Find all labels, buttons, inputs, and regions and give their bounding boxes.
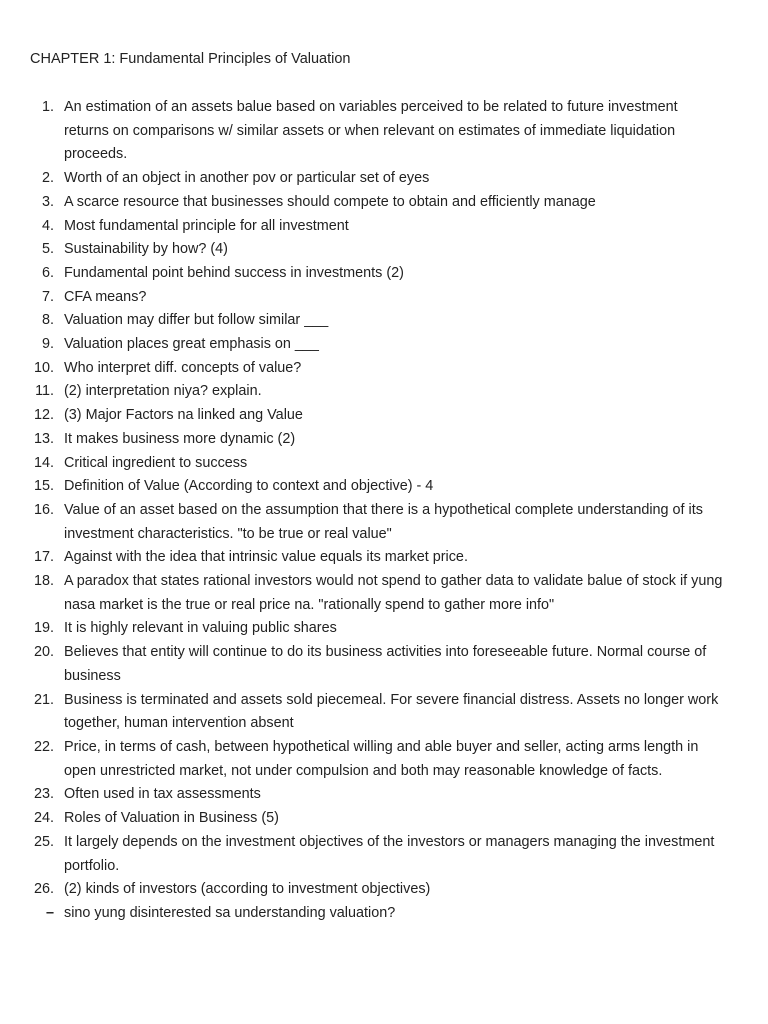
item-text: Often used in tax assessments xyxy=(64,786,261,803)
item-text: Definition of Value (According to context and objective) - 4 xyxy=(64,478,434,495)
item-number: 15. xyxy=(33,478,54,495)
item-text: Who interpret diff. concepts of value? xyxy=(64,359,302,376)
item-number: 8. xyxy=(41,312,54,329)
item-text: CFA means? xyxy=(64,288,147,305)
item-number: 16. xyxy=(33,501,54,518)
item-text: sino yung disinterested sa understanding valuation? xyxy=(64,904,396,921)
list-item xyxy=(0,783,768,807)
item-number: 20. xyxy=(33,644,54,661)
list-item xyxy=(0,286,768,310)
item-text: Value of an asset based on the assumption that there is a hypothetical complete understanding of its investment characteristics. "to be true or real value" xyxy=(64,501,703,542)
item-text: It is highly relevant in valuing public shares xyxy=(64,620,337,637)
item-text: Valuation places great emphasis on ___ xyxy=(64,336,319,353)
question-list xyxy=(0,96,768,926)
list-item xyxy=(0,736,768,783)
list-item xyxy=(0,404,768,428)
item-number: 11. xyxy=(35,383,54,400)
item-text: Price, in terms of cash, between hypothetical willing and able buyer and seller, acting arms length in open unrestricted market, not under compulsion and both may reasonable knowledge of facts. xyxy=(64,738,699,779)
item-number: 2. xyxy=(41,170,54,187)
list-item xyxy=(0,309,768,333)
list-item xyxy=(0,617,768,641)
list-item xyxy=(0,215,768,239)
item-text: It makes business more dynamic (2) xyxy=(64,430,296,447)
list-item xyxy=(0,689,768,736)
list-item xyxy=(0,641,768,688)
item-text: (3) Major Factors na linked ang Value xyxy=(64,407,303,424)
list-item xyxy=(0,499,768,546)
chapter-title: CHAPTER 1: Fundamental Principles of Valuation xyxy=(30,51,351,67)
item-number: 5. xyxy=(41,241,54,258)
item-number: 21. xyxy=(33,691,54,708)
item-text: (2) kinds of investors (according to investment objectives) xyxy=(64,881,431,898)
item-number: 22. xyxy=(33,738,54,755)
list-item xyxy=(0,262,768,286)
item-text: Believes that entity will continue to do its business activities into foreseeable future. Normal course of business xyxy=(64,644,707,684)
item-text: Critical ingredient to success xyxy=(64,454,248,471)
item-text: Worth of an object in another pov or particular set of eyes xyxy=(64,170,430,187)
item-number: 1. xyxy=(41,99,54,115)
list-item xyxy=(0,546,768,570)
item-number: 9. xyxy=(41,336,54,353)
list-item xyxy=(0,878,768,902)
list-item xyxy=(0,807,768,831)
item-number: 26. xyxy=(33,881,54,898)
dash-list-item xyxy=(0,902,768,926)
item-number: 14. xyxy=(33,454,54,471)
item-number: 24. xyxy=(33,810,54,827)
list-item xyxy=(0,167,768,191)
item-number: 18. xyxy=(33,573,54,590)
item-number: 25. xyxy=(33,833,54,850)
item-number: 12. xyxy=(33,407,54,424)
item-text: Against with the idea that intrinsic value equals its market price. xyxy=(64,549,468,566)
list-item xyxy=(0,238,768,262)
item-number: 13. xyxy=(33,430,54,447)
list-item xyxy=(0,452,768,476)
list-item xyxy=(0,475,768,499)
list-item xyxy=(0,570,768,617)
item-text: An estimation of an assets balue based on variables perceived to be related to future investment returns on comparisons w/ similar assets or when relevant on estimates of immediate liquidation proceeds. xyxy=(64,99,678,163)
item-text: Roles of Valuation in Business (5) xyxy=(64,810,279,827)
item-text: A scarce resource that businesses should compete to obtain and efficiently manage xyxy=(64,193,596,210)
item-text: Fundamental point behind success in investments (2) xyxy=(64,264,404,281)
item-number: 4. xyxy=(41,217,54,234)
item-text: Business is terminated and assets sold piecemeal. For severe financial distress. Assets no longer work together, human intervention absent xyxy=(64,691,719,732)
list-item xyxy=(0,191,768,215)
item-number: 19. xyxy=(33,620,54,637)
list-item xyxy=(0,428,768,452)
item-text: A paradox that states rational investors would not spend to gather data to validate balue of stock if yung nasa market is the true or real price na. "rationally spend to gather more info" xyxy=(64,573,723,613)
item-number: 17. xyxy=(33,549,54,566)
item-text: Valuation may differ but follow similar ___ xyxy=(64,312,329,329)
item-number: 23. xyxy=(33,786,54,803)
list-item xyxy=(0,96,768,167)
item-number: 6. xyxy=(41,264,54,281)
item-number: 10. xyxy=(33,359,54,376)
item-text: Sustainability by how? (4) xyxy=(64,241,228,258)
item-text: It largely depends on the investment objectives of the investors or managers managing the investment portfolio. xyxy=(64,833,715,874)
item-text: (2) interpretation niya? explain. xyxy=(64,383,262,400)
item-text: Most fundamental principle for all investment xyxy=(64,217,349,234)
item-number: 7. xyxy=(41,288,54,305)
list-item xyxy=(0,333,768,357)
list-item xyxy=(0,831,768,878)
dash-bullet: – xyxy=(45,904,54,921)
list-item xyxy=(0,357,768,381)
list-item xyxy=(0,380,768,404)
item-number: 3. xyxy=(41,193,54,210)
